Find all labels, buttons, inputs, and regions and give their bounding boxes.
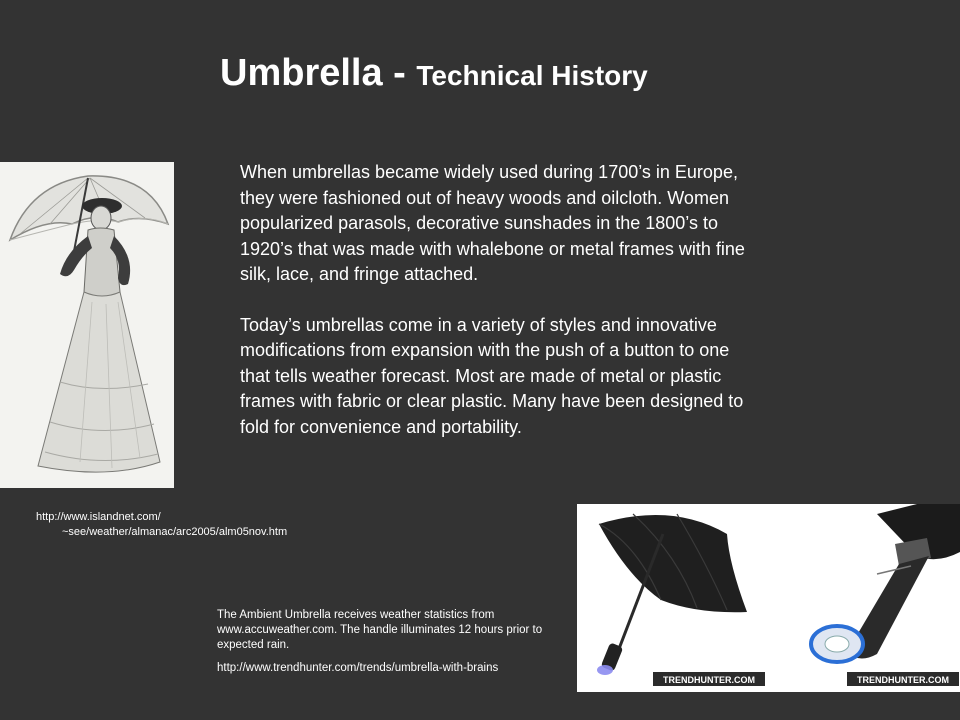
bottom-caption-description: The Ambient Umbrella receives weather statistics from www.accuweather.com. The handle illuminates 12 hours prior to expected rain.: [217, 609, 543, 651]
body-text: [240, 160, 760, 440]
bottom-caption-url: http://www.trendhunter.com/trends/umbrella-with-brains: [217, 662, 499, 674]
watermark-right: TRENDHUNTER.COM: [857, 675, 949, 685]
slide-title: [220, 52, 820, 95]
parasol-woman-image: [0, 162, 174, 488]
parasol-woman-drawing: [0, 162, 174, 488]
title-subtitle: Technical History: [416, 60, 648, 91]
watermark-left: TRENDHUNTER.COM: [663, 675, 755, 685]
ambient-umbrella-drawing: [577, 504, 960, 692]
paragraph-modern: Today’s umbrellas come in a variety of styles and innovative modifications from expansion with the push of a button to one that tells weather forecast. Most are made of metal or plastic frames with fabric or clear plastic. Many have been designed to fold for convenience and portability.: [240, 314, 744, 437]
title-main: Umbrella -: [220, 52, 417, 94]
ambient-umbrella-image: [577, 504, 960, 692]
left-caption-url-rest: ~see/weather/almanac/arc2005/alm05nov.htm: [62, 526, 288, 538]
bottom-caption: [217, 608, 547, 676]
left-caption-url-line-1: http://www.islandnet.com/: [36, 511, 161, 523]
left-image-caption: [36, 510, 288, 540]
paragraph-history: When umbrellas became widely used during 1700’s in Europe, they were fashioned out of heavy woods and oilcloth. Women popularized parasols, decorative sunshades in the 1800’s to 1920’s that was made with whalebone or metal frames with fine silk, lace, and fringe attached.: [240, 162, 745, 284]
